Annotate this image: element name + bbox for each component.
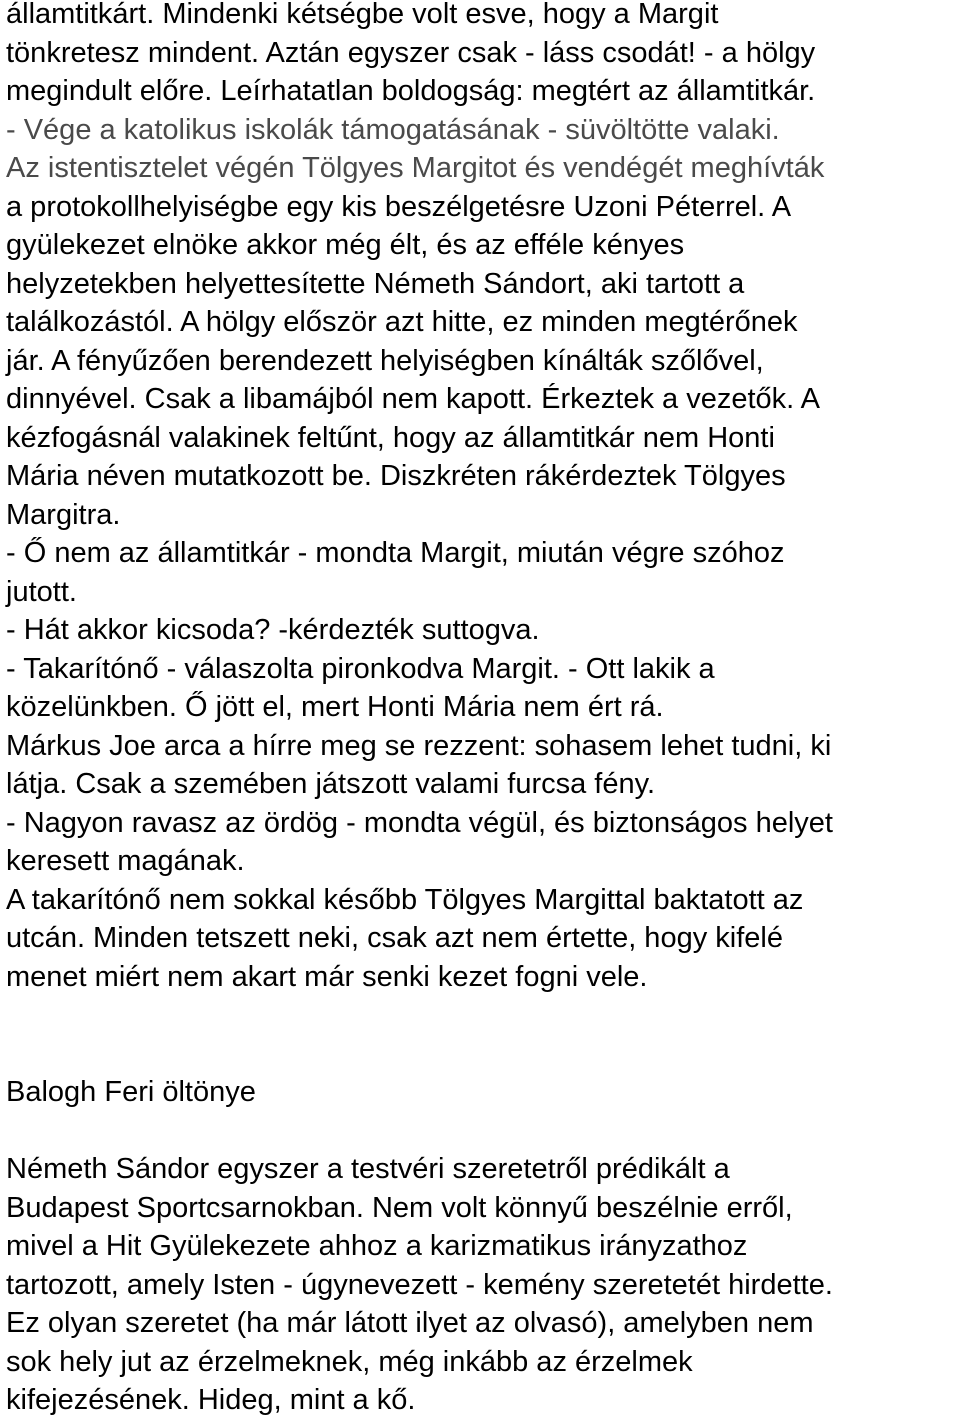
text-line: látja. Csak a szemében játszott valami furcsa fény. <box>6 768 656 800</box>
text-line: államtitkárt. Mindenki kétségbe volt esve, hogy a Margit <box>6 0 719 30</box>
paragraph-2 <box>6 1150 958 1420</box>
text-line: tönkretesz mindent. Aztán egyszer csak - láss csodát! - a hölgy <box>6 36 816 69</box>
section-spacer <box>6 996 958 1073</box>
text-line: jutott. <box>6 575 77 608</box>
text-line: Márkus Joe arca a hírre meg se rezzent: sohasem lehet tudni, ki <box>6 729 832 762</box>
text-line: tartozott, amely Isten - úgynevezett - kemény szeretetét hirdette. <box>6 1268 833 1301</box>
text-line: közelünkben. Ő jött el, mert Honti Mária nem ért rá. <box>6 691 664 723</box>
text-line: Németh Sándor egyszer a testvéri szeretetről prédikált a <box>6 1153 730 1185</box>
text-line: menet miért nem akart már senki kezet fogni vele. <box>6 960 648 993</box>
section-title: Balogh Feri öltönye <box>6 1076 256 1108</box>
text-line: dinnyével. Csak a libamájból nem kapott. Érkeztek a vezetők. A <box>6 383 821 415</box>
text-line: Margitra. <box>6 498 121 531</box>
text-line: kifejezésének. Hideg, mint a kő. <box>6 1384 416 1416</box>
text-line: keresett magának. <box>6 845 245 877</box>
paragraph-1 <box>6 0 958 996</box>
text-line: helyzetekben helyettesítette Németh Sándort, aki tartott a <box>6 267 745 300</box>
text-line: - Vége a katolikus iskolák támogatásának - süvöltötte valaki. <box>6 113 780 146</box>
text-line: mivel a Hit Gyülekezete ahhoz a karizmatikus irányzathoz <box>6 1230 748 1262</box>
text-line: Ez olyan szeretet (ha már látott ilyet az olvasó), amelyben nem <box>6 1307 814 1339</box>
text-line: Budapest Sportcsarnokban. Nem volt könnyű beszélnie erről, <box>6 1191 793 1224</box>
text-line: A takarítónő nem sokkal később Tölgyes Margittal baktatott az <box>6 883 804 916</box>
text-line: - Nagyon ravasz az ördög - mondta végül, és biztonságos helyet <box>6 806 833 839</box>
text-line: - Hát akkor kicsoda? -kérdezték suttogva. <box>6 614 540 646</box>
text-line: találkozástól. A hölgy először azt hitte, ez minden megtérőnek <box>6 306 798 338</box>
text-line: jár. A fényűzően berendezett helyiségben kínálták szőlővel, <box>6 344 764 377</box>
text-line: gyülekezet elnöke akkor még élt, és az efféle kényes <box>6 229 685 261</box>
text-line: Mária néven mutatkozott be. Diszkréten rákérdeztek Tölgyes <box>6 460 786 492</box>
text-line: Az istentisztelet végén Tölgyes Margitot és vendégét meghívták <box>6 152 825 184</box>
text-line: megindult előre. Leírhatatlan boldogság: megtért az államtitkár. <box>6 75 816 107</box>
text-line: - Takarítónő - válaszolta pironkodva Margit. - Ott lakik a <box>6 652 715 685</box>
text-line: a protokollhelyiségbe egy kis beszélgetésre Uzoni Péterrel. A <box>6 190 792 223</box>
document-page <box>6 0 958 1420</box>
text-line: kézfogásnál valakinek feltűnt, hogy az államtitkár nem Honti <box>6 421 775 454</box>
text-line: - Ő nem az államtitkár - mondta Margit, miután végre szóhoz <box>6 537 785 569</box>
text-line: sok hely jut az érzelmeknek, még inkább az érzelmek <box>6 1345 693 1378</box>
paragraph-spacer <box>6 1112 958 1151</box>
text-line: utcán. Minden tetszett neki, csak azt nem értette, hogy kifelé <box>6 922 783 954</box>
